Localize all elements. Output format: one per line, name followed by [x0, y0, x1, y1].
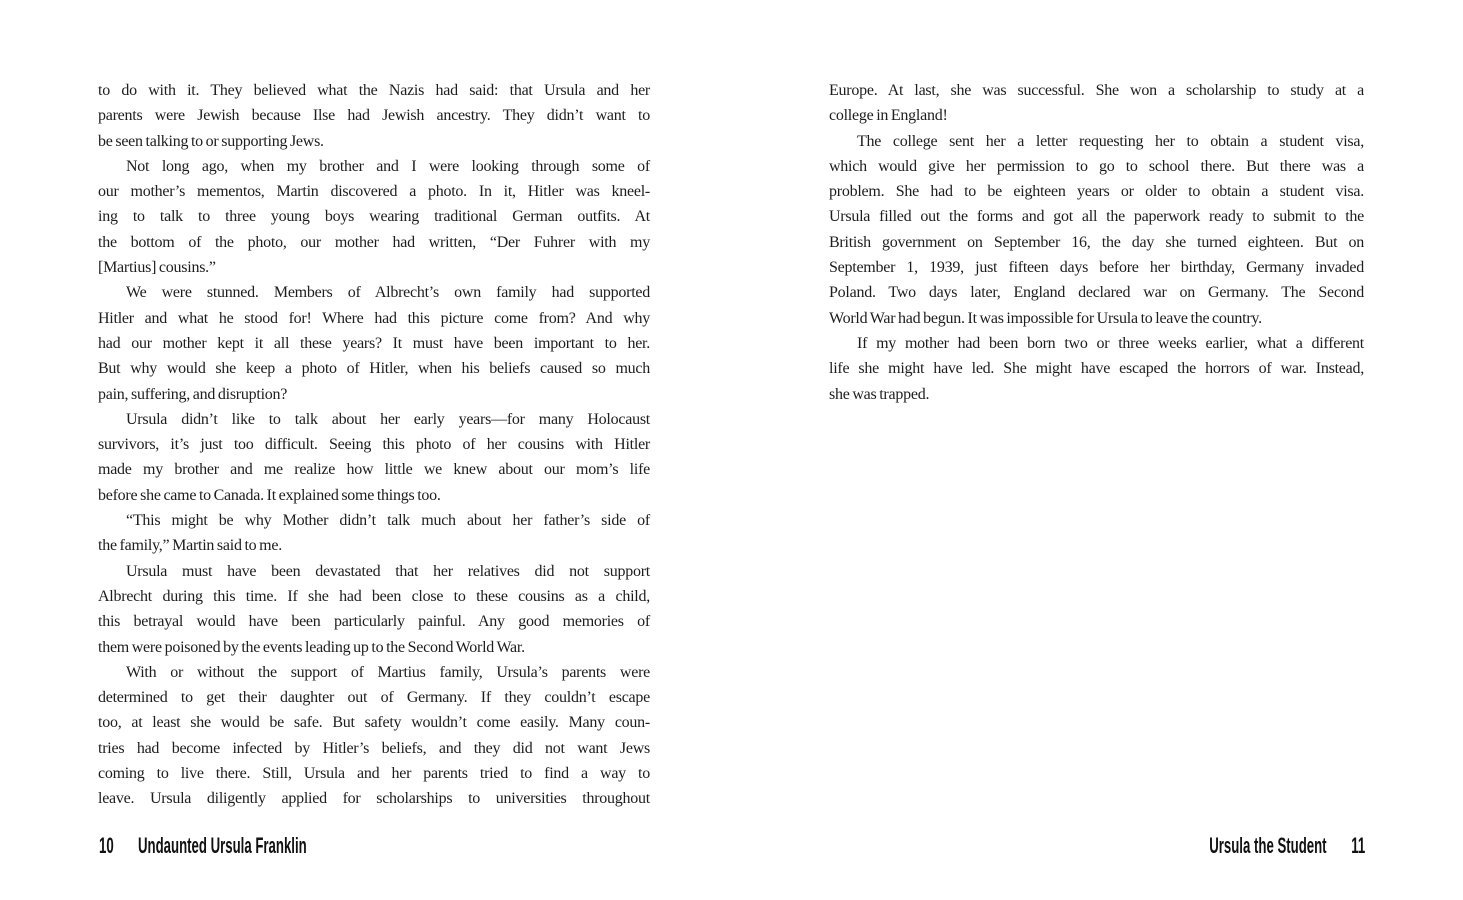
text-line: But why would she keep a photo of Hitler, when his beliefs caused so much [98, 360, 650, 378]
text-line: The college sent her a letter requesting her to obtain a student visa, [857, 132, 1364, 150]
text-line: [Martius] cousins.” [98, 259, 216, 277]
text-line: survivors, it’s just too difficult. Seeing this photo of her cousins with Hitler [98, 436, 650, 454]
text-line: British government on September 16, the day she turned eighteen. But on [829, 233, 1364, 251]
text-line: Europe. At last, she was successful. She won a scholarship to study at a [829, 82, 1364, 99]
text-line: With or without the support of Martius family, Ursula’s parents were [126, 663, 650, 681]
text-line: coming to live there. Still, Ursula and her parents tried to find a way to [98, 765, 650, 783]
running-head-right: Ursula the Student [1209, 833, 1327, 858]
page-right-text-column [829, 78, 1364, 407]
text-line: had our mother kept it all these years? It must have been important to her. [98, 334, 650, 352]
text-line: Ursula didn’t like to talk about her early years—for many Holocaust [126, 410, 650, 428]
text-line: Poland. Two days later, England declared war on Germany. The Second [829, 284, 1364, 302]
text-line: ing to talk to three young boys wearing traditional German outfits. At [98, 208, 650, 226]
text-line: determined to get their daughter out of Germany. If they couldn’t escape [98, 689, 650, 707]
text-line: too, at least she would be safe. But safety wouldn’t come easily. Many coun- [98, 714, 650, 732]
text-line: life she might have led. She might have escaped the horrors of war. Instead, [829, 360, 1364, 378]
text-line: Ursula filled out the forms and got all the paperwork ready to submit to the [829, 208, 1364, 226]
page-number-left: 10 [99, 833, 114, 858]
text-line: September 1, 1939, just fifteen days before her birthday, Germany invaded [829, 259, 1364, 277]
text-line: to do with it. They believed what the Nazis had said: that Ursula and her [98, 82, 650, 99]
text-line: which would give her permission to go to school there. But there was a [829, 157, 1364, 175]
text-line: tries had become infected by Hitler’s beliefs, and they did not want Jews [98, 739, 650, 757]
text-line: We were stunned. Members of Albrecht’s own family had supported [126, 284, 650, 302]
text-line: this betrayal would have been particularly painful. Any good memories of [98, 613, 650, 631]
text-line: college in England! [829, 107, 948, 125]
text-line: before she came to Canada. It explained some things too. [98, 486, 441, 504]
page-left-text-column [98, 78, 650, 812]
text-line: made my brother and me realize how little we knew about our mom’s life [98, 461, 650, 479]
text-line: be seen talking to or supporting Jews. [98, 132, 324, 150]
text-line: Ursula must have been devastated that her relatives did not support [126, 562, 650, 580]
text-line: our mother’s mementos, Martin discovered a photo. In it, Hitler was kneel- [98, 183, 650, 201]
page-number-right: 11 [1351, 833, 1365, 858]
text-line: parents were Jewish because Ilse had Jewish ancestry. They didn’t want to [98, 107, 650, 125]
text-line: Albrecht during this time. If she had been close to these cousins as a child, [98, 587, 650, 605]
text-line: the family,” Martin said to me. [98, 537, 282, 555]
text-line: Not long ago, when my brother and I were looking through some of [126, 157, 650, 175]
running-head-left: Undaunted Ursula Franklin [138, 833, 307, 858]
text-line: leave. Ursula diligently applied for scholarships to universities throughout [98, 790, 650, 808]
text-line: Hitler and what he stood for! Where had this picture come from? And why [98, 309, 650, 327]
text-line: World War had begun. It was impossible for Ursula to leave the country. [829, 309, 1262, 327]
text-line: If my mother had been born two or three weeks earlier, what a different [857, 334, 1364, 352]
text-line: them were poisoned by the events leading up to the Second World War. [98, 638, 525, 656]
text-line: pain, suffering, and disruption? [98, 385, 288, 403]
text-line: “This might be why Mother didn’t talk much about her father’s side of [126, 512, 650, 530]
text-line: she was trapped. [829, 385, 930, 403]
text-line: the bottom of the photo, our mother had written, “Der Fuhrer with my [98, 233, 650, 251]
text-line: problem. She had to be eighteen years or older to obtain a student visa. [829, 183, 1364, 201]
